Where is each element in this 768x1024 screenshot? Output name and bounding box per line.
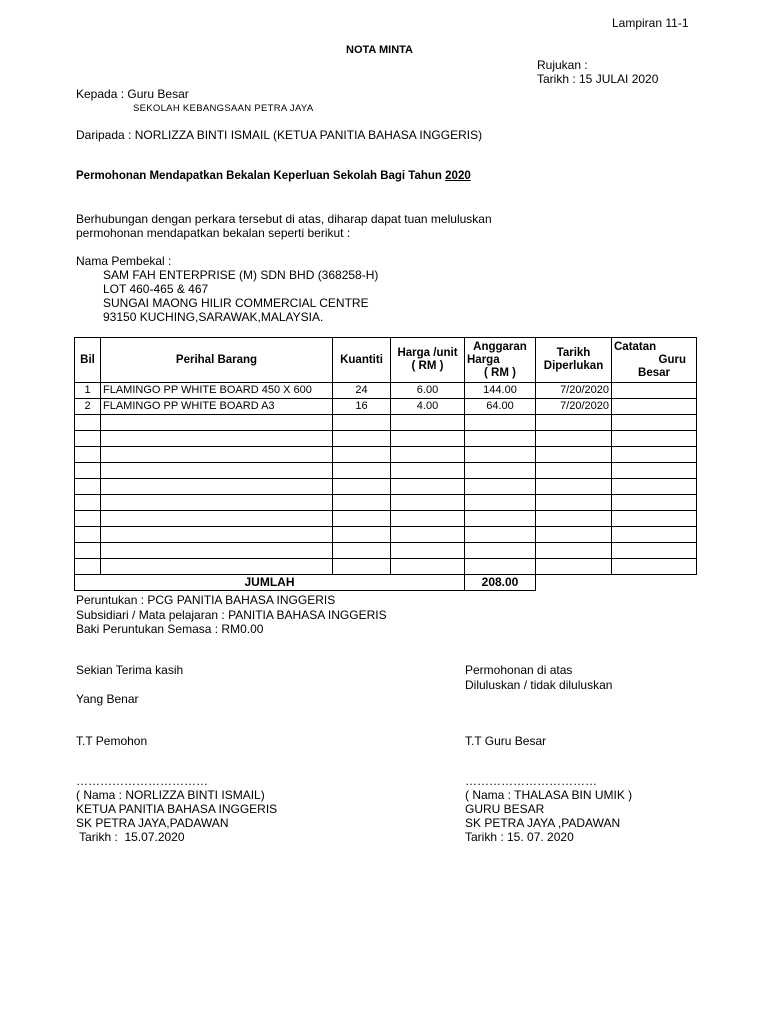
col-bil: Bil <box>75 338 101 383</box>
table-row-empty <box>75 463 697 479</box>
col-catatan-line3: Besar <box>638 366 670 379</box>
guru-besar-sekolah: SK PETRA JAYA ,PADAWAN <box>465 816 621 830</box>
tt-guru-besar: T.T Guru Besar <box>465 734 547 748</box>
col-anggaran-line3: ( RM ) <box>484 366 516 379</box>
table-row <box>75 399 697 415</box>
col-tarikh-line1: Tarikh <box>556 347 591 359</box>
rujukan-label: Rujukan : <box>537 58 588 72</box>
table-row-empty <box>75 559 697 575</box>
subject-year: 2020 <box>445 170 471 182</box>
row-perihal: FLAMINGO PP WHITE BOARD 450 X 600 <box>101 383 333 399</box>
row-tarikh: 7/20/2020 <box>536 383 612 399</box>
subject-text: Permohonan Mendapatkan Bekalan Keperluan Sekolah Bagi Tahun <box>76 170 446 182</box>
approval-line-2: Diluluskan / tidak diluluskan <box>465 678 613 692</box>
table-row-empty <box>75 431 697 447</box>
col-anggaran <box>465 338 536 383</box>
row-harga: 4.00 <box>391 399 465 415</box>
col-tarikh-line2: Diperlukan <box>543 360 604 372</box>
tt-pemohon: T.T Pemohon <box>76 734 148 748</box>
row-anggaran: 64.00 <box>465 399 536 415</box>
table-row-empty <box>75 511 697 527</box>
guru-besar-tarikh: Tarikh : 15. 07. 2020 <box>465 830 574 844</box>
baki-line: Baki Peruntukan Semasa : RM0.00 <box>76 622 264 636</box>
table-row-empty <box>75 543 697 559</box>
row-anggaran: 144.00 <box>465 383 536 399</box>
col-catatan <box>612 338 697 383</box>
supplier-address-3: 93150 KUCHING,SARAWAK,MALAYSIA. <box>103 310 324 324</box>
page-title: NOTA MINTA <box>346 44 414 56</box>
row-perihal: FLAMINGO PP WHITE BOARD A3 <box>101 399 333 415</box>
table-row <box>75 383 697 399</box>
items-table <box>74 337 697 591</box>
table-row-empty <box>75 479 697 495</box>
col-catatan-line2: Guru <box>658 353 686 366</box>
table-row-empty <box>75 527 697 543</box>
supplier-address-1: LOT 460-465 & 467 <box>103 282 209 296</box>
intro-line-1: Berhubungan dengan perkara tersebut di atas, diharap dapat tuan meluluskan <box>76 212 492 226</box>
subject-line <box>76 170 471 182</box>
col-catatan-line1: Catatan <box>614 340 657 353</box>
col-harga-line2: ( RM ) <box>411 360 444 372</box>
table-total-row <box>75 575 697 591</box>
table-row-empty <box>75 415 697 431</box>
pemohon-name: ( Nama : NORLIZZA BINTI ISMAIL) <box>76 788 265 802</box>
kepada-line: Kepada : Guru Besar <box>76 87 189 101</box>
supplier-address-2: SUNGAI MAONG HILIR COMMERCIAL CENTRE <box>103 296 369 310</box>
lampiran-label: Lampiran 11-1 <box>612 16 689 30</box>
row-tarikh: 7/20/2020 <box>536 399 612 415</box>
intro-line-2: permohonan mendapatkan bekalan seperti berikut : <box>76 226 351 240</box>
guru-besar-jawatan: GURU BESAR <box>465 802 545 816</box>
row-kuantiti: 16 <box>333 399 391 415</box>
table-row-empty <box>75 495 697 511</box>
pemohon-jawatan: KETUA PANITIA BAHASA INGGERIS <box>76 802 278 816</box>
col-anggaran-line2: Harga <box>467 353 500 366</box>
signature-line-left: …………………………… <box>76 774 208 788</box>
row-harga: 6.00 <box>391 383 465 399</box>
yang-benar: Yang Benar <box>76 692 139 706</box>
row-bil: 2 <box>75 399 101 415</box>
school-name: SEKOLAH KEBANGSAAN PETRA JAYA <box>133 103 314 114</box>
jumlah-value: 208.00 <box>465 575 536 591</box>
row-catatan <box>612 399 697 415</box>
col-kuantiti: Kuantiti <box>333 338 391 383</box>
jumlah-label: JUMLAH <box>75 575 465 591</box>
col-tarikh <box>536 338 612 383</box>
pemohon-sekolah: SK PETRA JAYA,PADAWAN <box>76 816 229 830</box>
peruntukan-line: Peruntukan : PCG PANITIA BAHASA INGGERIS <box>76 593 336 607</box>
col-harga-line1: Harga /unit <box>397 347 458 359</box>
row-kuantiti: 24 <box>333 383 391 399</box>
thanks-line: Sekian Terima kasih <box>76 663 184 677</box>
col-harga <box>391 338 465 383</box>
row-catatan <box>612 383 697 399</box>
subsidiari-line: Subsidiari / Mata pelajaran : PANITIA BAHASA INGGERIS <box>76 608 387 622</box>
table-row-empty <box>75 447 697 463</box>
col-anggaran-line1: Anggaran <box>473 340 527 353</box>
pemohon-tarikh: Tarikh : 15.07.2020 <box>76 830 185 844</box>
daripada-line: Daripada : NORLIZZA BINTI ISMAIL (KETUA PANITIA BAHASA INGGERIS) <box>76 128 483 142</box>
col-perihal: Perihal Barang <box>101 338 333 383</box>
row-bil: 1 <box>75 383 101 399</box>
tarikh-header: Tarikh : 15 JULAI 2020 <box>537 72 659 86</box>
approval-line-1: Permohonan di atas <box>465 663 573 677</box>
guru-besar-name: ( Nama : THALASA BIN UMIK ) <box>465 788 633 802</box>
signature-line-right: …………………………… <box>465 774 597 788</box>
supplier-name: SAM FAH ENTERPRISE (M) SDN BHD (368258-H) <box>103 268 379 282</box>
supplier-label: Nama Pembekal : <box>76 254 172 268</box>
table-header-row <box>75 338 697 383</box>
